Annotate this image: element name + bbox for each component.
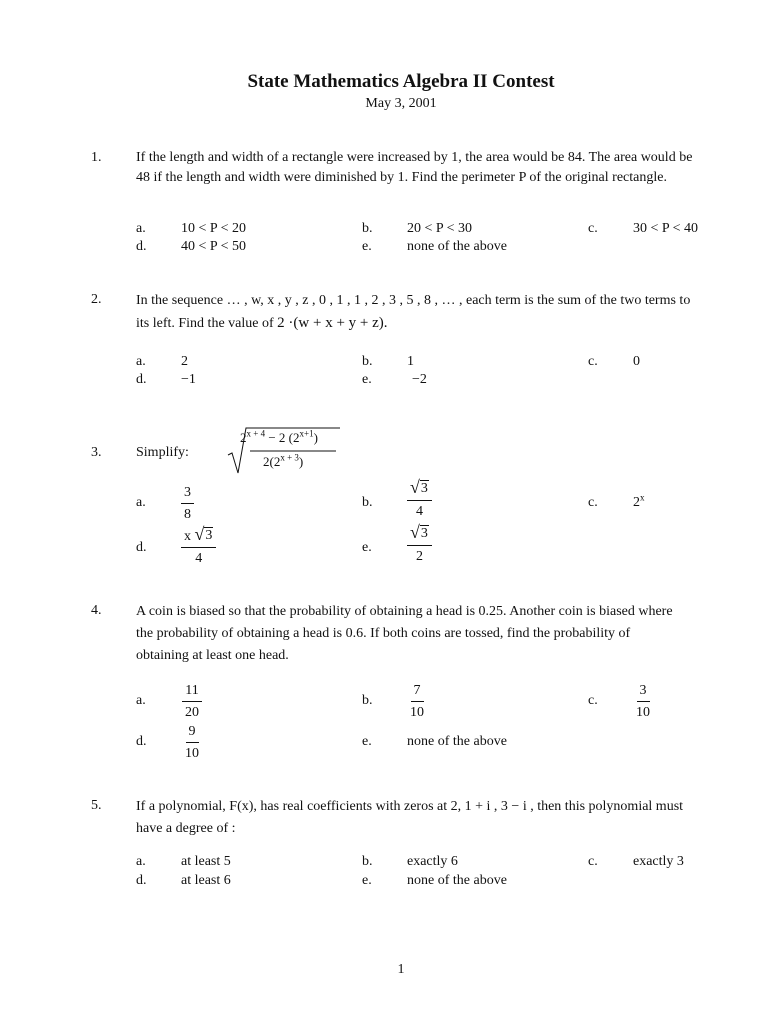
document-page: State Mathematics Algebra II Contest May 3, 2001 1. If the length and width of a rectangle were increased by 1, the area would be 84. The area would be 48 if the length and width were diminished by 1. Find the perimeter P of the original rectangle. a. 10 < P < 20 b. 20 < P < 30 c. 30 < P < 40 d. 40 < P < 50 e. none of the above 2. In the sequence … , w, x , y , z , 0 , 1 , 1 , 2 , 3 , 5 , 8 , … , each term is the sum of the two terms to its left. Find the value of 2 ·(w + x + y + z). a. 2 b. 1 c. 0 d. −1 e. −2 3. Simplify: $2^{x + 4} - 2$ $(2^{x+1})$ $2(2^{x + 3})$ a. $\frac{3}{8}$ b. √ 3 4 c. 2$^x$ d. x √ 3 4 e. √ 3 2 4. A coin is biased so that the probability of obtaining a head is 0.25. Another coin is biased where the probability of obtaining a head is 0.6. If both coins are tossed, find the probability of obtaining at least one head. a. $\frac{11}{20}$ b. $\frac{7}{10}$ c. $\frac{3}{10}$ d. $\frac{9}{10}$ e. none of the above 5. If a polynomial, F(x), has real coefficients with zeros at 2, 1 + i , 3 − i , then this polynomial must have a degree of : a. at least 5 b. exactly 6 c. exactly 3 d. at least 6 e. none of the above 1 bbox=[0, 0, 768, 1024]
option-4a-fraction: $\frac{11}{20}$ bbox=[182, 681, 202, 721]
question-number: 4. bbox=[91, 603, 102, 618]
option-3a-fraction: $\frac{3}{8}$ bbox=[181, 483, 194, 523]
page-number: 1 bbox=[397, 962, 405, 977]
option-4b-fraction: $\frac{7}{10}$ bbox=[410, 683, 424, 720]
sqrt-symbol: √ bbox=[410, 477, 420, 497]
question-number: 3. bbox=[91, 445, 102, 460]
question-text: In the sequence … , w, x , y , z , 0 , 1 , 1 , 2 , 3 , 5 , 8 , … , each term is the sum of the two terms to its left. Find the value of 2 ·(w + x + y + z). bbox=[136, 293, 691, 331]
question-text: If the length and width of a rectangle were increased by 1, the area would be 84. The area would be 48 if the length and width were diminished by 1. Find the perimeter P of the original rectangle. bbox=[136, 150, 693, 185]
option-4d-fraction: $\frac{9}{10}$ bbox=[185, 724, 199, 761]
question-text: If a polynomial, F(x), has real coefficients with zeros at 2, 1 + i , 3 − i , then this polynomial must have a degree of : bbox=[136, 799, 684, 836]
contest-date: May 3, 2001 bbox=[365, 96, 437, 111]
question-number: 2. bbox=[91, 292, 102, 307]
page-title: State Mathematics Algebra II Contest bbox=[247, 71, 555, 92]
question-number: 1. bbox=[91, 150, 102, 165]
option-3e-fraction: √ 3 2 bbox=[407, 524, 432, 565]
sqrt-symbol: √ bbox=[194, 524, 205, 544]
question-3 bbox=[0, 425, 768, 475]
question-text: A coin is biased so that the probability of obtaining a head is 0.25. Another coin is biased where the probability of obtaining a head is 0.6. If both coins are tossed, find the probability of obtaining at least one head. bbox=[136, 604, 673, 663]
radical-denominator: $2(2^{x + 3})$ bbox=[263, 452, 304, 469]
sqrt-symbol: √ bbox=[410, 522, 420, 542]
radical-numerator: $2^{x + 4} - 2$ $(2^{x+1})$ bbox=[240, 428, 318, 445]
option-4c-fraction: $\frac{3}{10}$ bbox=[636, 683, 650, 720]
option-3d-fraction: x √ 3 4 bbox=[181, 526, 216, 567]
option-3b-fraction: √ 3 4 bbox=[407, 479, 432, 520]
question-text: Simplify: bbox=[136, 445, 189, 460]
question-number: 5. bbox=[91, 798, 102, 813]
sum-expression: 2 ·(w + x + y + z). bbox=[277, 315, 388, 331]
